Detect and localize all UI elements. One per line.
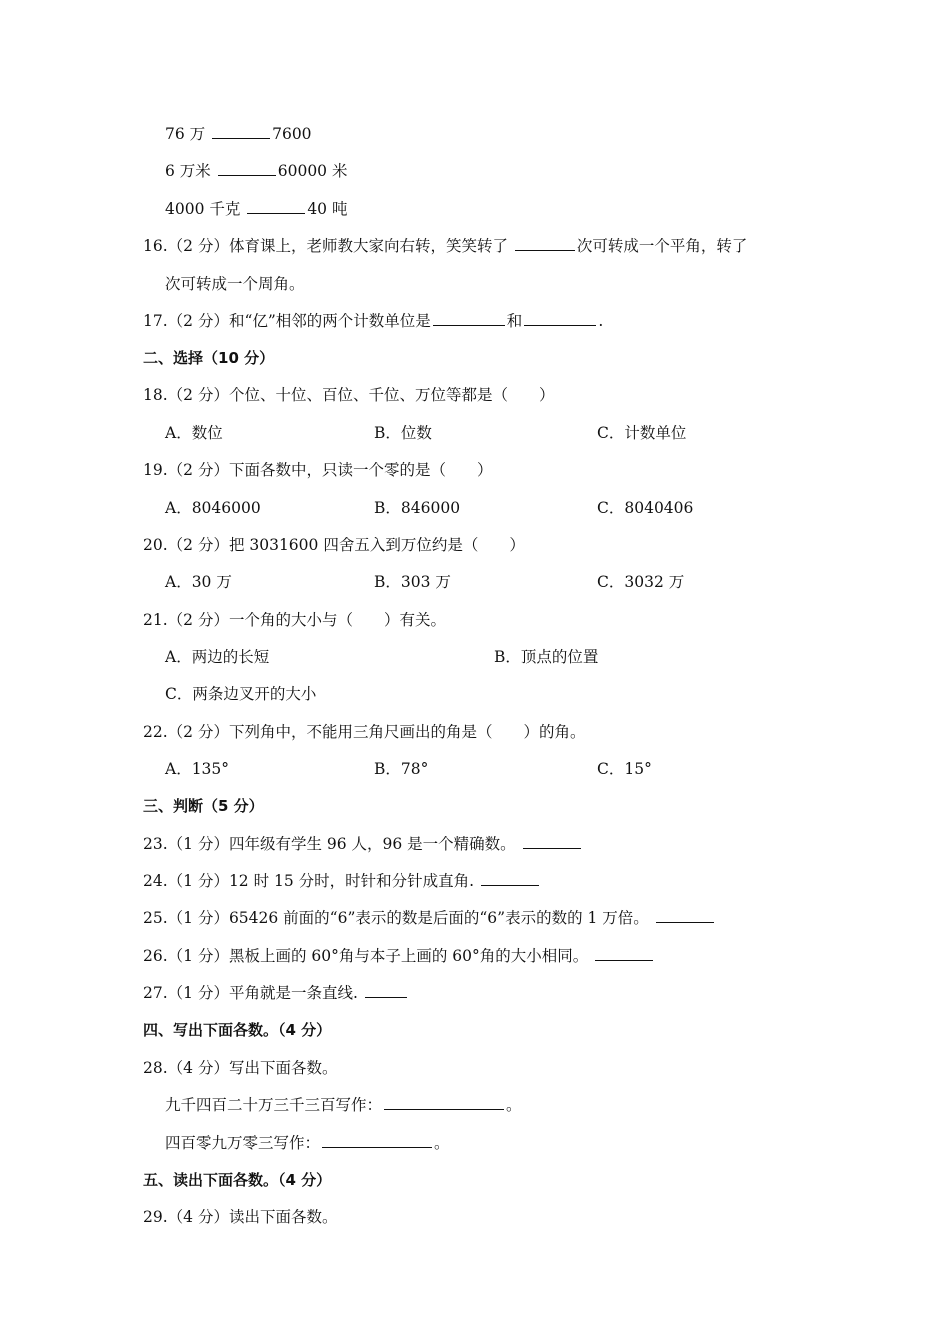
answer-blank[interactable] [218, 161, 276, 176]
answer-blank[interactable] [322, 1133, 432, 1148]
answer-blank[interactable] [247, 199, 305, 214]
answer-blank[interactable] [481, 871, 539, 886]
option-b[interactable]: B．78° [374, 760, 429, 778]
option-a[interactable]: A．数位 [165, 424, 223, 442]
answer-blank[interactable] [433, 311, 505, 326]
question-16-line2: 次可转成一个周角。 [165, 275, 305, 293]
option-a[interactable]: A．135° [165, 760, 230, 778]
compare-row: 6 万米 60000 米 [165, 162, 348, 180]
question-18: 18.（2 分）个位、十位、百位、千位、万位等都是（ ） [143, 386, 555, 404]
section-heading: 三、判断（5 分） [143, 797, 264, 815]
question-16: 16.（2 分）体育课上，老师教大家向右转，笑笑转了 次可转成一个平角，转了 [143, 237, 748, 255]
section-heading: 五、读出下面各数。（4 分） [143, 1171, 332, 1189]
option-b[interactable]: B．846000 [374, 499, 461, 517]
question-28-item: 四百零九万零三写作： 。 [165, 1134, 450, 1152]
question-26: 26.（1 分）黑板上画的 60°角与本子上画的 60°角的大小相同。 [143, 946, 655, 966]
question-21: 21.（2 分）一个角的大小与（ ）有关。 [143, 611, 446, 629]
question-23: 23.（1 分）四年级有学生 96 人，96 是一个精确数。 [143, 834, 583, 854]
question-27: 27.（1 分）平角就是一条直线. [143, 983, 409, 1003]
option-a[interactable]: A．30 万 [165, 573, 232, 591]
option-c[interactable]: C．8040406 [597, 499, 694, 517]
question-25: 25.（1 分）65426 前面的“6”表示的数是后面的“6”表示的数的 1 万倍。 [143, 908, 716, 928]
option-a[interactable]: A．8046000 [165, 499, 261, 517]
question-28-item: 九千四百二十万三千三百写作： 。 [165, 1096, 522, 1114]
question-17: 17.（2 分）和“亿”相邻的两个计数单位是 和 . [143, 312, 604, 330]
question-19: 19.（2 分）下面各数中，只读一个零的是（ ） [143, 461, 493, 479]
option-c[interactable]: C．计数单位 [597, 424, 687, 442]
answer-blank[interactable] [523, 834, 581, 849]
answer-blank[interactable] [524, 311, 596, 326]
option-b[interactable]: B．位数 [374, 424, 432, 442]
question-29: 29.（4 分）读出下面各数。 [143, 1208, 338, 1226]
section-heading: 四、写出下面各数。（4 分） [143, 1021, 332, 1039]
option-a[interactable]: A．两边的长短 [165, 648, 270, 666]
answer-blank[interactable] [656, 908, 714, 923]
option-c[interactable]: C．3032 万 [597, 573, 685, 591]
answer-blank[interactable] [595, 946, 653, 961]
compare-row: 4000 千克 40 吨 [165, 200, 348, 218]
question-24: 24.（1 分）12 时 15 分时，时针和分针成直角. [143, 871, 541, 891]
option-c[interactable]: C．15° [597, 760, 652, 778]
answer-blank[interactable] [212, 124, 270, 139]
compare-row: 76 万 7600 [165, 125, 312, 143]
question-20: 20.（2 分）把 3031600 四舍五入到万位约是（ ） [143, 536, 525, 554]
option-c[interactable]: C．两条边叉开的大小 [165, 685, 317, 703]
answer-blank[interactable] [365, 983, 407, 998]
question-22: 22.（2 分）下列角中，不能用三角尺画出的角是（ ）的角。 [143, 723, 586, 741]
option-b[interactable]: B．顶点的位置 [494, 648, 599, 666]
answer-blank[interactable] [384, 1095, 504, 1110]
option-b[interactable]: B．303 万 [374, 573, 451, 591]
answer-blank[interactable] [515, 236, 575, 251]
section-heading: 二、选择（10 分） [143, 349, 275, 367]
question-28: 28.（4 分）写出下面各数。 [143, 1059, 338, 1077]
